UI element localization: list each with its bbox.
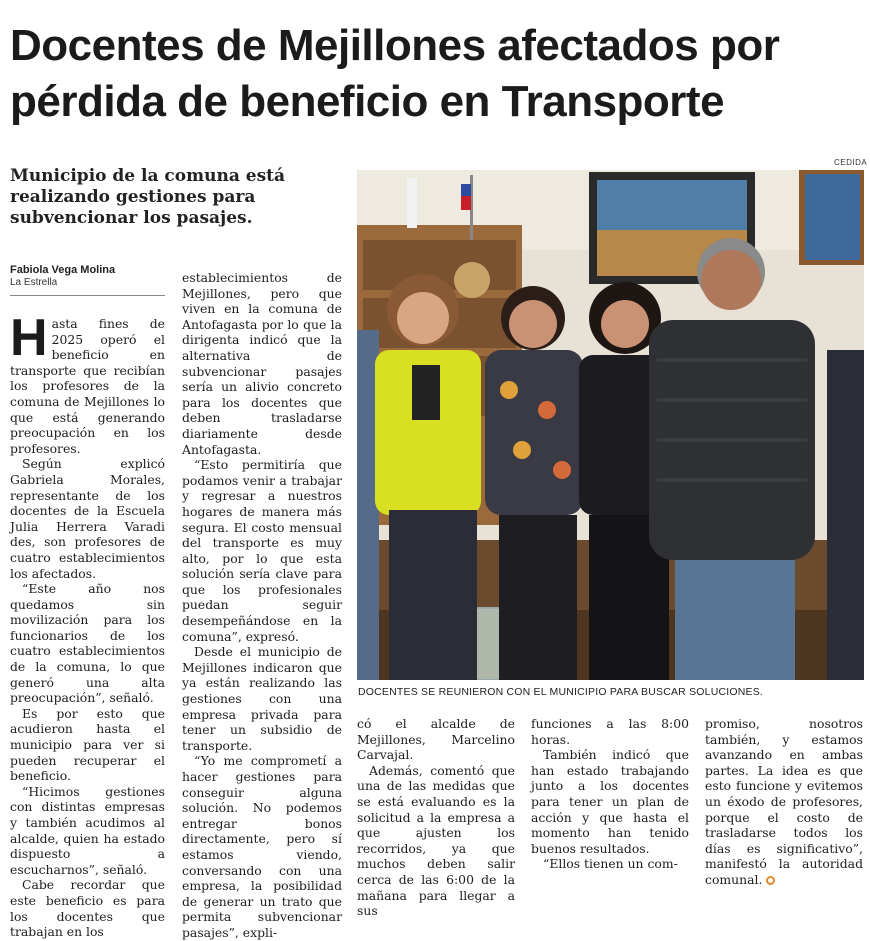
byline-author: Fabiola Vega Molina (10, 264, 116, 276)
headline-line-2: pérdida de beneficio en Transporte (10, 77, 725, 126)
photo-caption: DOCENTES SE REUNIERON CON EL MUNICIPIO PARA BUSCAR SOLUCIONES. (358, 686, 764, 698)
article-column-1 (10, 309, 165, 940)
article-photo (357, 170, 864, 680)
paragraph (10, 309, 165, 456)
paragraph-text: promiso, nosotros también, y estamos avanzando en ambas partes. La idea es que esto funcione y evitemos un éxodo de profesores, porque el costo de trasladarse todos los días es significativo”, manifestó la autoridad comunal. (705, 716, 863, 887)
byline-divider (10, 295, 165, 296)
subheadline: Municipio de la comuna está realizando gestiones para subvencionar los pasajes. (10, 166, 286, 228)
article-column-5 (705, 716, 863, 888)
byline-publication: La Estrella (10, 277, 58, 288)
paragraph: “Esto permitiría que podamos venir a trabajar y regresar a nuestros hogares de manera más segura. El costo mensual del transporte es muy alto, por lo que esta solución sería clave para que los profesionales puedan seguir desempeñándose en la comuna”, expresó. (182, 457, 342, 644)
paragraph: Es por esto que acudieron hasta el municipio para ver si pueden recuperar el beneficio. (10, 705, 165, 784)
headline (10, 18, 860, 130)
paragraph: có el alcalde de Mejillones, Marcelino Carvajal. (357, 716, 515, 763)
paragraph: También indicó que han estado trabajando junto a los docentes para tener un plan de acción y que hasta el momento han tenido buenos resultados. (531, 747, 689, 856)
drop-cap: H (10, 309, 48, 367)
article-column-4 (531, 716, 689, 872)
paragraph: Desde el municipio de Mejillones indicaron que ya están realizando las gestiones con una empresa privada para tener un subsidio de transporte. (182, 644, 342, 753)
paragraph: “Ellos tienen un com- (543, 856, 678, 872)
paragraph-text: asta fines de 2025 operó el beneficio en transporte que recibían los profesores de la comuna de Mejillones lo que está generando preocupación en los profesores. (10, 316, 165, 456)
paragraph: “Yo me comprometí a hacer gestiones para conseguir alguna solución. No podemos entregar bonos directamente, pero sí estamos viendo, conversando con una empresa, la posibilidad de generar un trato que permita subvencionar pasajes”, expli- (182, 753, 342, 940)
headline-line-1: Docentes de Mejillones afectados por (10, 21, 780, 70)
paragraph: establecimientos de Mejillones, pero que viven en la comuna de Antofagasta por lo que la dirigenta indicó que la alternativa de subvencionar pasajes sería un alivio concreto para los docentes que deben trasladarse diariamente desde Antofagasta. (182, 270, 342, 457)
paragraph: “Este año nos quedamos sin movilización para los funcionarios de los cuatro establecimientos de la comuna, lo que generó una alta preocupación”, señaló. (10, 581, 165, 706)
paragraph: Además, comentó que una de las medidas que se está evaluando es la solicitud a la empresa a que ajusten los recorridos, ya que muchos deben salir cerca de las 6:00 de la mañana para llegar a sus (357, 762, 515, 919)
paragraph: Cabe recordar que este beneficio es para los docentes que trabajan en los (10, 877, 165, 940)
paragraph: Según explicó Gabriela Morales, representante de los docentes de la Escuela Julia Herrera Varadi des, son profesores de cuatro establecimientos los afectados. (10, 456, 165, 581)
photo-credit: CEDIDA (834, 158, 868, 167)
end-of-article-icon (766, 876, 775, 885)
article-column-3 (357, 716, 515, 919)
paragraph: “Hicimos gestiones con distintas empresas y también acudimos al alcalde, quien ha estado dispuesto a escucharnos”, señaló. (10, 783, 165, 877)
article-column-2 (182, 270, 342, 941)
paragraph: funciones a las 8:00 horas. (531, 716, 689, 747)
paragraph (705, 716, 863, 888)
